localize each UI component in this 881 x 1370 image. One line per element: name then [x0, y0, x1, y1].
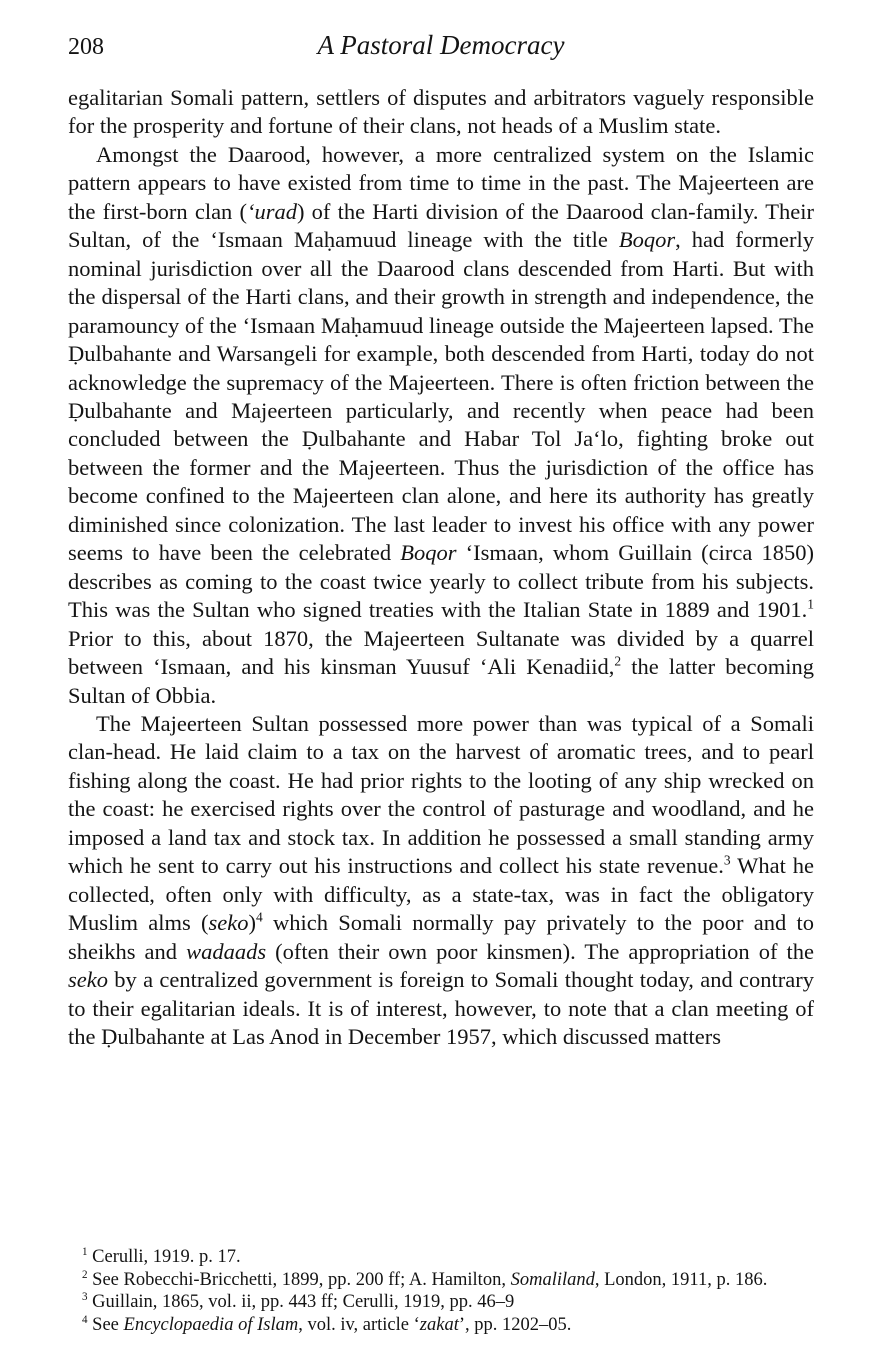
page-header [68, 28, 814, 72]
footnote-ref-1: 1 [807, 596, 814, 612]
paragraph-1: egalitarian Somali pattern, settlers of disputes and arbitrators vaguely responsible for the prosperity and fortune of their clans, not heads of a Muslim state. [68, 85, 814, 139]
term-seko: seko [68, 967, 108, 993]
footnote-3: $^3$ Guillain, 1865, vol. ii, pp. 443 ff; Cerulli, 1919, pp. 46–9 [82, 1291, 515, 1313]
term-boqor: Boqor [400, 540, 457, 566]
running-title: A Pastoral Democracy [317, 30, 565, 60]
body-text [68, 84, 814, 1051]
footnotes [68, 1246, 814, 1336]
page-number: 208 [68, 34, 104, 60]
footnote-ref-4: 4 [256, 909, 263, 925]
footnote-1: $^1$ Cerulli, 1919. p. 17. [82, 1245, 241, 1267]
footnote-ref-3: 3 [723, 852, 731, 868]
term-urad: ‘urad [247, 198, 297, 224]
term-seko: seko [208, 910, 249, 936]
footnote-ref-2: 2 [614, 653, 622, 669]
footnote-4: $^4$ See Encyclopaedia of Islam, vol. iv, article ‘zakat’, pp. 1202–05. [82, 1313, 572, 1335]
paragraph-3: The Majeerteen Sultan possessed more power than was typical of a Somali clan-head. He laid claim to a tax on the harvest of aromatic trees, and to pearl fishing along the coast. He had prior rights to the looting of any ship wrecked on the coast: he exercised rights over the control of pasturage and woodland, and he imposed a land tax and stock tax. In addition he possessed a small standing army which he sent to carry out his instructions and collect his state revenue.$^3$ What he collected, often only with difficulty, as a state-tax, was in fact the obligatory Muslim alms (seko)$^4$ which Somali normally pay privately to the poor and to sheikhs and wadaads (often their own poor kinsmen). The appropriation of the seko by a centralized government is foreign to Somali thought today, and contrary to their egalitarian ideals. It is of interest, however, to note that a clan meeting of the Ḍulbahante at Las Anod in December 1957, which discussed matters [68, 710, 814, 1049]
paragraph-2: Amongst the Daarood, however, a more centralized system on the Islamic pattern appears to have existed from time to time in the past. The Majeerteen are the first-born clan (‘urad) of the Harti division of the Daarood clan-family. Their Sultan, of the ‘Ismaan Maḥamuud lineage with the title Boqor, had formerly nominal jurisdiction over all the Daarood clans descended from Harti. But with the dispersal of the Harti clans, and their growth in strength and independence, the paramouncy of the ‘Ismaan Maḥamuud lineage outside the Majeerteen lapsed. The Ḍulbahante and Warsangeli for example, both descended from Harti, today do not acknowledge the supremacy of the Majeerteen. There is often friction between the Ḍulbahante and Majeerteen particularly, and recently when peace had been concluded between the Ḍulbahante and Habar Tol Ja‘lo, fighting broke out between the former and the Majeerteen. Thus the jurisdiction of the office has become confined to the Majeerteen clan alone, and here its authority has greatly diminished since colonization. The last leader to invest his office with any power seems to have been the celebrated Boqor ‘Ismaan, whom Guillain (circa 1850) describes as coming to the coast twice yearly to collect tribute from his subjects. This was the Sultan who signed treaties with the Italian State in 1889 and 1901.$^1$ Prior to this, about 1870, the Majeerteen Sultanate was divided by a quarrel between ‘Ismaan, and his kinsman Yuusuf ‘Ali Kenadiid,$^2$ the latter becoming Sultan of Obbia. [68, 141, 815, 708]
footnote-2: $^2$ See Robecchi-Bricchetti, 1899, pp. 200 ff; A. Hamilton, Somaliland, London, 1911, p. 186. [82, 1268, 768, 1290]
term-wadaads: wadaads [186, 938, 267, 964]
term-boqor: Boqor [618, 227, 676, 253]
